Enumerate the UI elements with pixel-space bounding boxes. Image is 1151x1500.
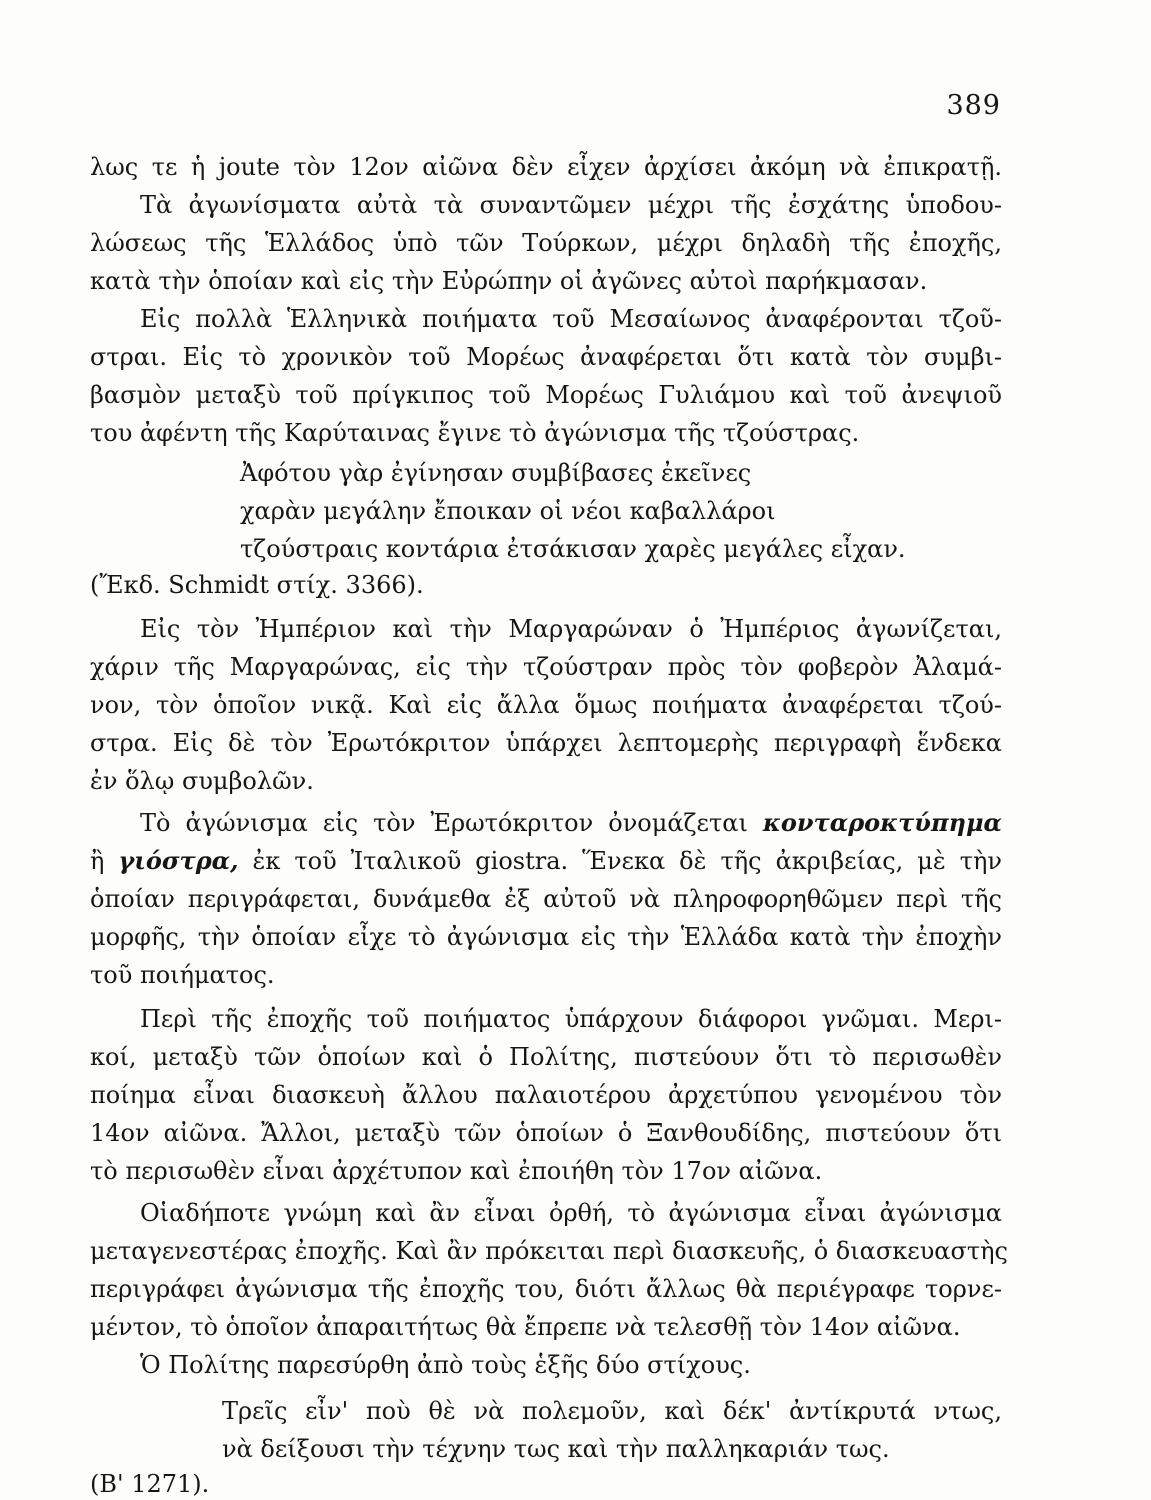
- text-line: ὁποίαν περιγράφεται, δυνάμεθα ἐξ αὐτοῦ νὰ πληροφορηθῶμεν περὶ τῆς: [90, 885, 1002, 913]
- verse-citation: (Β' 1271).: [90, 1470, 210, 1498]
- text-line: μορφῆς, τὴν ὁποίαν εἶχε τὸ ἀγώνισμα εἰς τὴν Ἑλλάδα κατὰ τὴν ἐποχὴν: [90, 923, 1002, 951]
- text-line: στραι. Εἰς τὸ χρονικὸν τοῦ Μορέως ἀναφέρεται ὅτι κατὰ τὸν συμβι-: [90, 343, 1002, 371]
- verse-citation: (Ἔκδ. Schmidt στίχ. 3366).: [90, 571, 424, 599]
- page-number: 389: [946, 90, 1001, 121]
- text-line: Εἰς τὸν Ἠμπέριον καὶ τὴν Μαργαρώναν ὁ Ἠμπέριος ἀγωνίζεται,: [140, 615, 1002, 643]
- text-line: του ἀφέντη τῆς Καρύταινας ἔγινε τὸ ἀγώνισμα τῆς τζούστρας.: [90, 419, 860, 447]
- text-line: τὸ περισωθὲν εἶναι ἀρχέτυπον καὶ ἐποιήθη τὸν 17ον αἰῶνα.: [90, 1157, 823, 1185]
- text-line: μέντον, τὸ ὁποῖον ἀπαραιτήτως θὰ ἔπρεπε νὰ τελεσθῇ τὸν 14ον αἰῶνα.: [90, 1313, 961, 1341]
- text-line: τοῦ ποιήματος.: [90, 961, 275, 989]
- text-line: [90, 844, 1002, 878]
- text-line: βασμὸν μεταξὺ τοῦ πρίγκιπος τοῦ Μορέως Γυλιάμου καὶ τοῦ ἀνεψιοῦ: [90, 381, 1002, 409]
- text-line: [140, 806, 1002, 840]
- text-line: νον, τὸν ὁποῖον νικᾷ. Καὶ εἰς ἄλλα ὅμως ποιήματα ἀναφέρεται τζού-: [90, 691, 1002, 719]
- text-line: 14ον αἰῶνα. Ἄλλοι, μεταξὺ τῶν ὁποίων ὁ Ξανθουδίδης, πιστεύουν ὅτι: [90, 1119, 1002, 1147]
- emphasis-term: κονταροκτύπημα: [762, 808, 1002, 837]
- text-line: ἐν ὅλῳ συμβολῶν.: [90, 767, 314, 795]
- verse-line: Τρεῖς εἶν' ποὺ θὲ νὰ πολεμοῦν, καὶ δέκ' ἀντίκρυτά ντως,: [222, 1397, 1002, 1425]
- verse-line: Ἀφότου γὰρ ἐγίνησαν συμβίβασες ἐκεῖνες: [240, 459, 752, 487]
- text-line: Οἱαδήποτε γνώμη καὶ ἂν εἶναι ὀρθή, τὸ ἀγώνισμα εἶναι ἀγώνισμα: [140, 1199, 1002, 1227]
- text-line: Περὶ τῆς ἐποχῆς τοῦ ποιήματος ὑπάρχουν διάφοροι γνῶμαι. Μερι-: [140, 1005, 1002, 1033]
- text-line: λώσεως τῆς Ἑλλάδος ὑπὸ τῶν Τούρκων, μέχρι δηλαδὴ τῆς ἐποχῆς,: [90, 229, 1002, 257]
- text-line: κατὰ τὴν ὁποίαν καὶ εἰς τὴν Εὐρώπην οἱ ἀγῶνες αὐτοὶ παρήκμασαν.: [90, 267, 928, 295]
- verse-line: τζούστραις κοντάρια ἐτσάκισαν χαρὲς μεγάλες εἶχαν.: [240, 535, 906, 563]
- text-line: Ὁ Πολίτης παρεσύρθη ἀπὸ τοὺς ἑξῆς δύο στίχους.: [140, 1351, 751, 1379]
- text-line: Εἰς πολλὰ Ἑλληνικὰ ποιήματα τοῦ Μεσαίωνος ἀναφέρονται τζοῦ-: [140, 305, 1002, 333]
- text-line: κοί, μεταξὺ τῶν ὁποίων καὶ ὁ Πολίτης, πιστεύουν ὅτι τὸ περισωθὲν: [90, 1043, 1002, 1071]
- emphasis-term: γιόστρα,: [118, 846, 239, 875]
- text-line: Τὰ ἀγωνίσματα αὐτὰ τὰ συναντῶμεν μέχρι τῆς ἐσχάτης ὑποδου-: [140, 191, 1002, 219]
- text-run: ἢ: [90, 847, 105, 875]
- text-line: περιγράφει ἀγώνισμα τῆς ἐποχῆς του, διότι ἄλλως θὰ περιέγραφε τορνε-: [90, 1275, 1002, 1303]
- text-run: ἐκ τοῦ Ἰταλικοῦ giostra. Ἕνεκα δὲ τῆς ἀκριβείας, μὲ τὴν: [252, 847, 1003, 875]
- text-line: χάριν τῆς Μαργαρώνας, εἰς τὴν τζούστραν πρὸς τὸν φοβερὸν Ἀλαμά-: [90, 653, 1002, 681]
- text-line: μεταγενεστέρας ἐποχῆς. Καὶ ἂν πρόκειται περὶ διασκευῆς, ὁ διασκευαστὴς: [90, 1237, 1008, 1265]
- verse-line: χαρὰν μεγάλην ἔποικαν οἱ νέοι καβαλλάροι: [240, 497, 776, 525]
- text-line: στρα. Εἰς δὲ τὸν Ἐρωτόκριτον ὑπάρχει λεπτομερὴς περιγραφὴ ἕνδεκα: [90, 729, 1002, 757]
- text-line: ποίημα εἶναι διασκευὴ ἄλλου παλαιοτέρου ἀρχετύπου γενομένου τὸν: [90, 1081, 1002, 1109]
- text-run: Τὸ ἀγώνισμα εἰς τὸν Ἐρωτόκριτον ὀνομάζεται: [140, 809, 748, 837]
- text-line: λως τε ἡ joute τὸν 12ον αἰῶνα δὲν εἶχεν ἀρχίσει ἀκόμη νὰ ἐπικρατῇ.: [90, 153, 1002, 181]
- verse-line: νὰ δείξουσι τὴν τέχνην τως καὶ τὴν παλληκαριάν τως.: [222, 1435, 890, 1463]
